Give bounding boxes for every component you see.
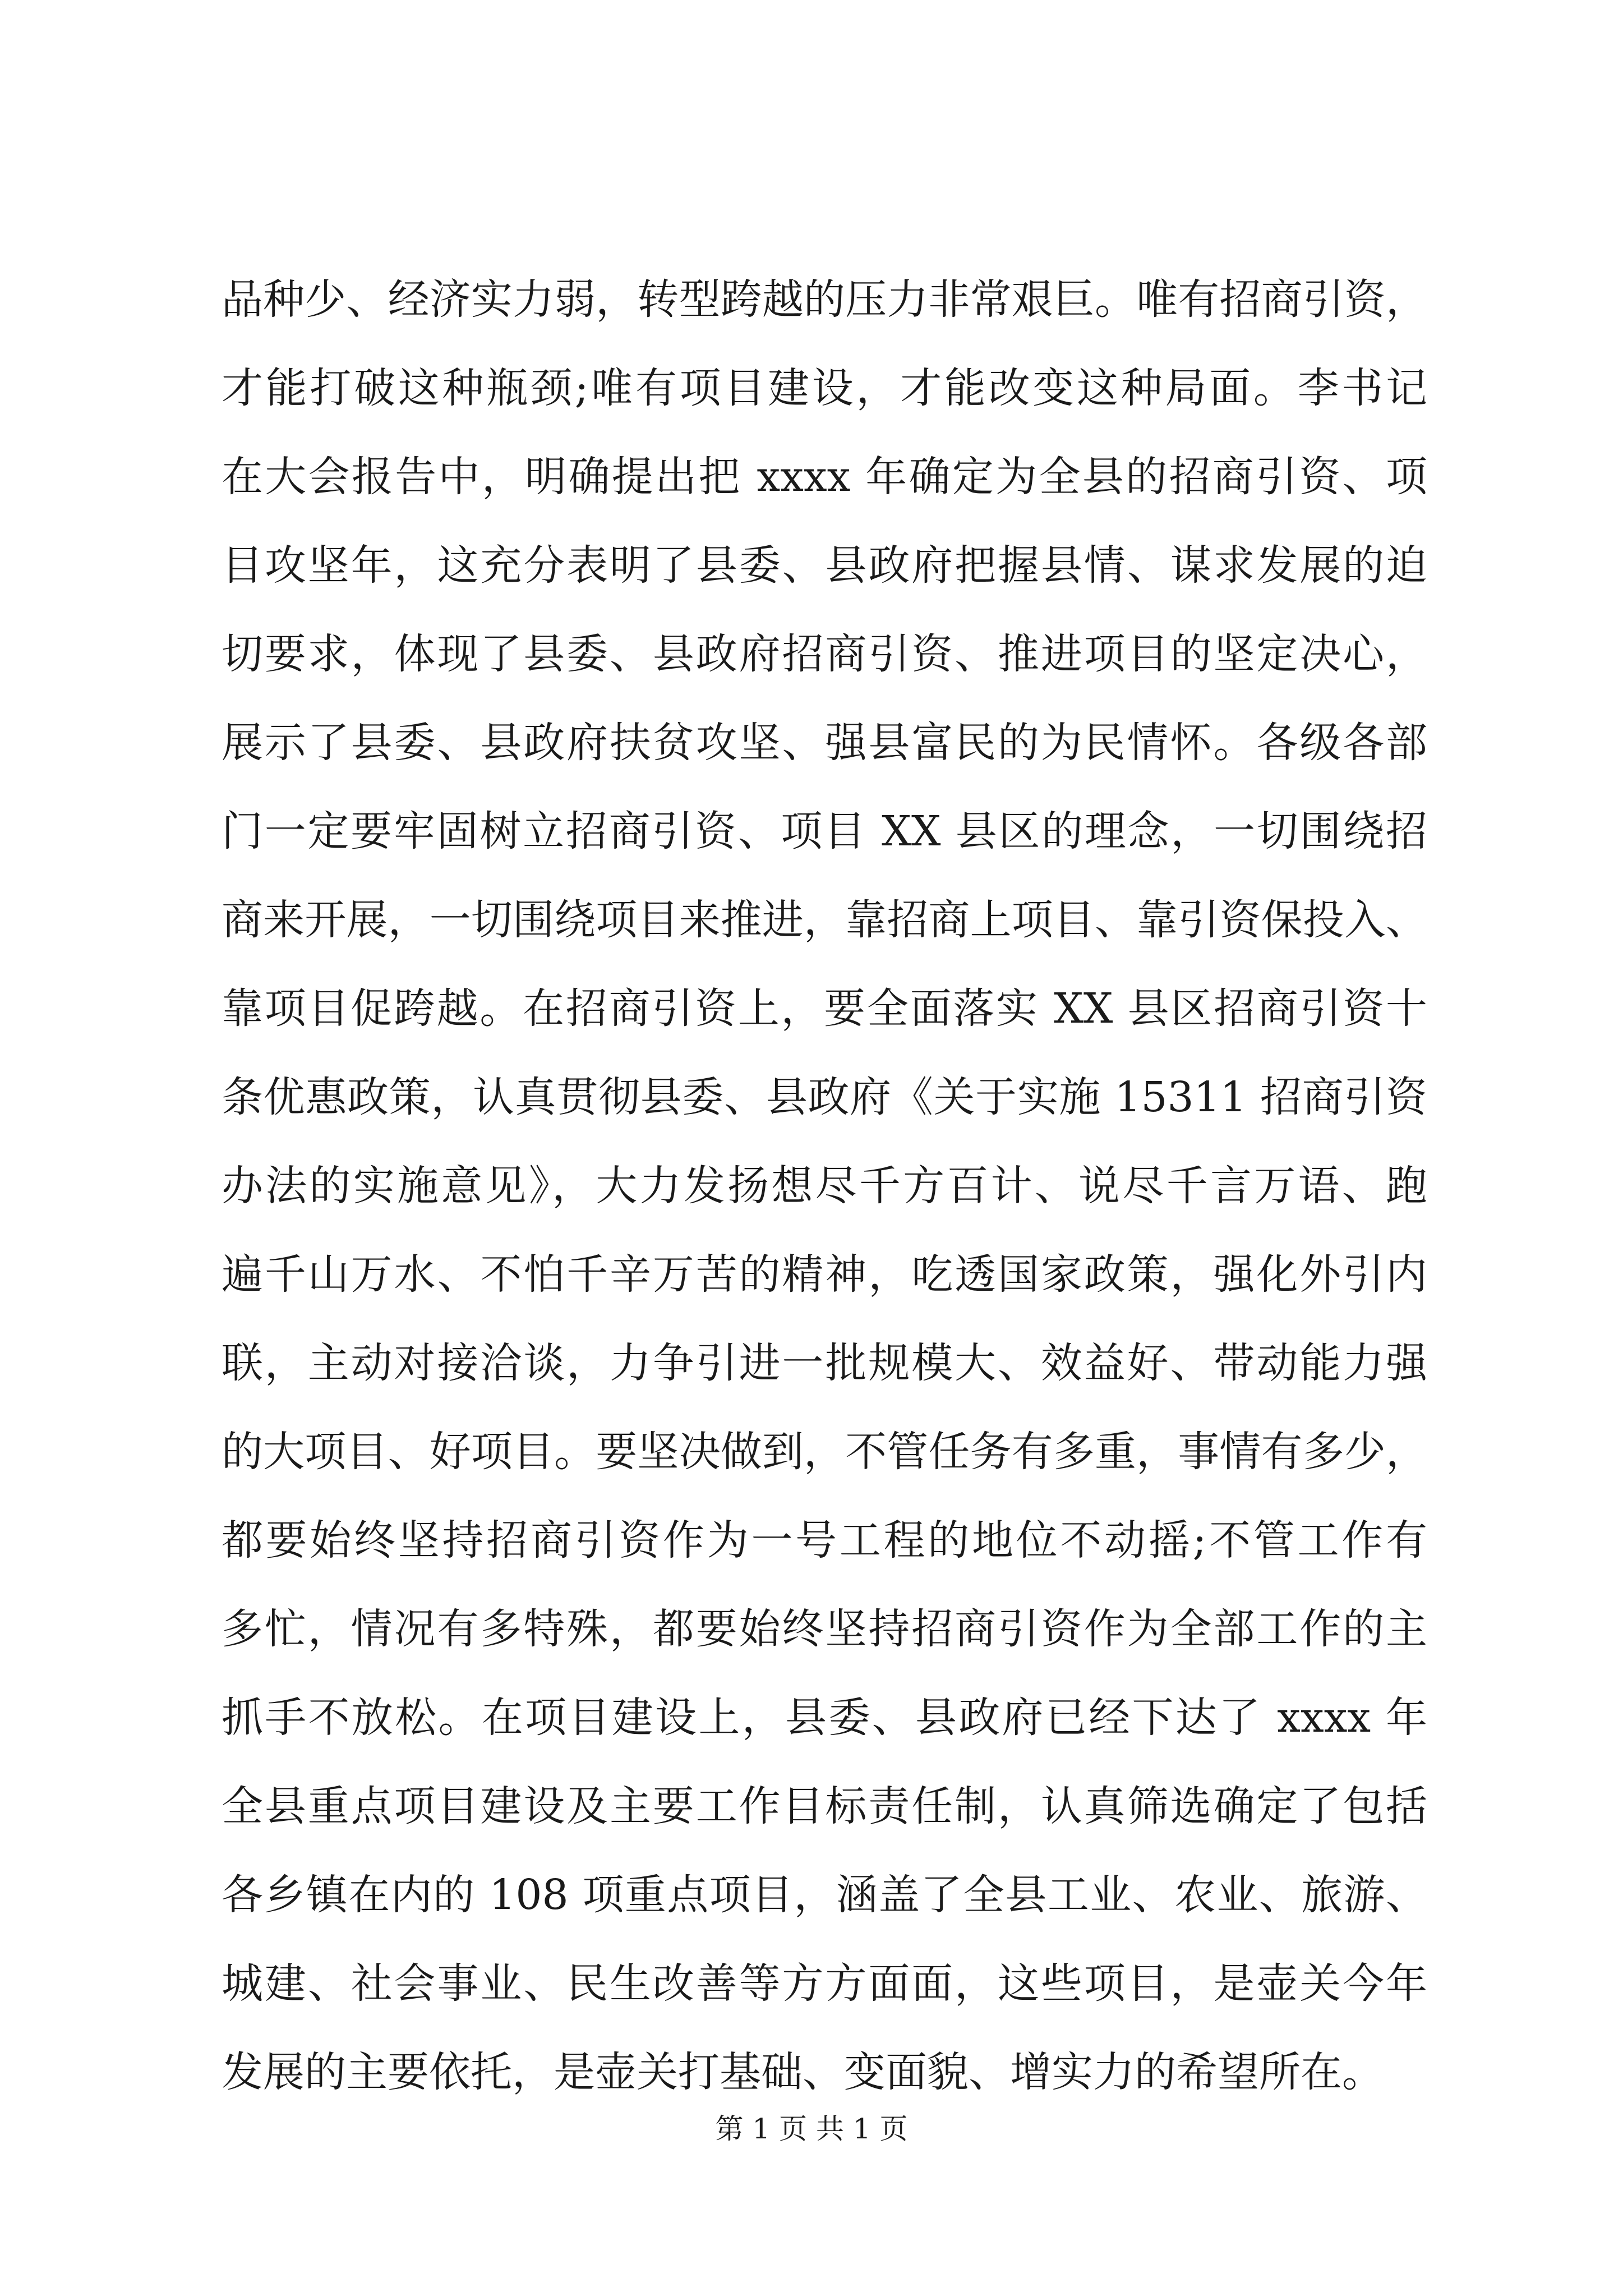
text-line: 多忙，情况有多特殊，都要始终坚持招商引资作为全部工作的主 bbox=[222, 1605, 1427, 1653]
text-line: 都要始终坚持招商引资作为一号工程的地位不动摇;不管工作有 bbox=[222, 1516, 1427, 1565]
text-line: 遍千山万水、不怕千辛万苦的精神，吃透国家政策，强化外引内 bbox=[222, 1250, 1427, 1299]
text-line: 展示了县委、县政府扶贫攻坚、强县富民的为民情怀。各级各部 bbox=[222, 719, 1427, 767]
text-line: 抓手不放松。在项目建设上，县委、县政府已经下达了 xxxx 年 bbox=[222, 1694, 1427, 1742]
body-paragraph bbox=[222, 255, 1427, 2116]
text-line: 的大项目、好项目。要坚决做到，不管任务有多重，事情有多少， bbox=[222, 1428, 1427, 1476]
text-line: 在大会报告中，明确提出把 xxxx 年确定为全县的招商引资、项 bbox=[222, 453, 1427, 501]
text-line: 各乡镇在内的 108 项重点项目，涵盖了全县工业、农业、旅游、 bbox=[222, 1871, 1427, 1919]
text-line: 城建、社会事业、民生改善等方方面面，这些项目，是壶关今年 bbox=[222, 1959, 1427, 2008]
text-line: 切要求，体现了县委、县政府招商引资、推进项目的坚定决心， bbox=[222, 630, 1427, 678]
text-line: 全县重点项目建设及主要工作目标责任制，认真筛选确定了包括 bbox=[222, 1782, 1427, 1830]
text-line: 目攻坚年，这充分表明了县委、县政府把握县情、谋求发展的迫 bbox=[222, 541, 1427, 590]
text-line: 才能打破这种瓶颈;唯有项目建设，才能改变这种局面。李书记 bbox=[222, 364, 1427, 412]
text-line: 商来开展，一切围绕项目来推进，靠招商上项目、靠引资保投入、 bbox=[222, 896, 1427, 944]
page-footer: 第 1 页 共 1 页 bbox=[715, 2113, 908, 2145]
text-line: 联，主动对接洽谈，力争引进一批规模大、效益好、带动能力强 bbox=[222, 1339, 1427, 1387]
text-line: 品种少、经济实力弱，转型跨越的压力非常艰巨。唯有招商引资， bbox=[222, 275, 1427, 324]
text-line: 办法的实施意见》，大力发扬想尽千方百计、说尽千言万语、跑 bbox=[222, 1162, 1427, 1210]
text-line: 门一定要牢固树立招商引资、项目 XX 县区的理念，一切围绕招 bbox=[222, 807, 1427, 855]
text-line: 条优惠政策，认真贯彻县委、县政府《关于实施 15311 招商引资 bbox=[222, 1073, 1427, 1121]
text-line: 发展的主要依托，是壶关打基础、变面貌、增实力的希望所在。 bbox=[222, 2048, 1384, 2096]
text-line: 靠项目促跨越。在招商引资上，要全面落实 XX 县区招商引资十 bbox=[222, 984, 1427, 1033]
